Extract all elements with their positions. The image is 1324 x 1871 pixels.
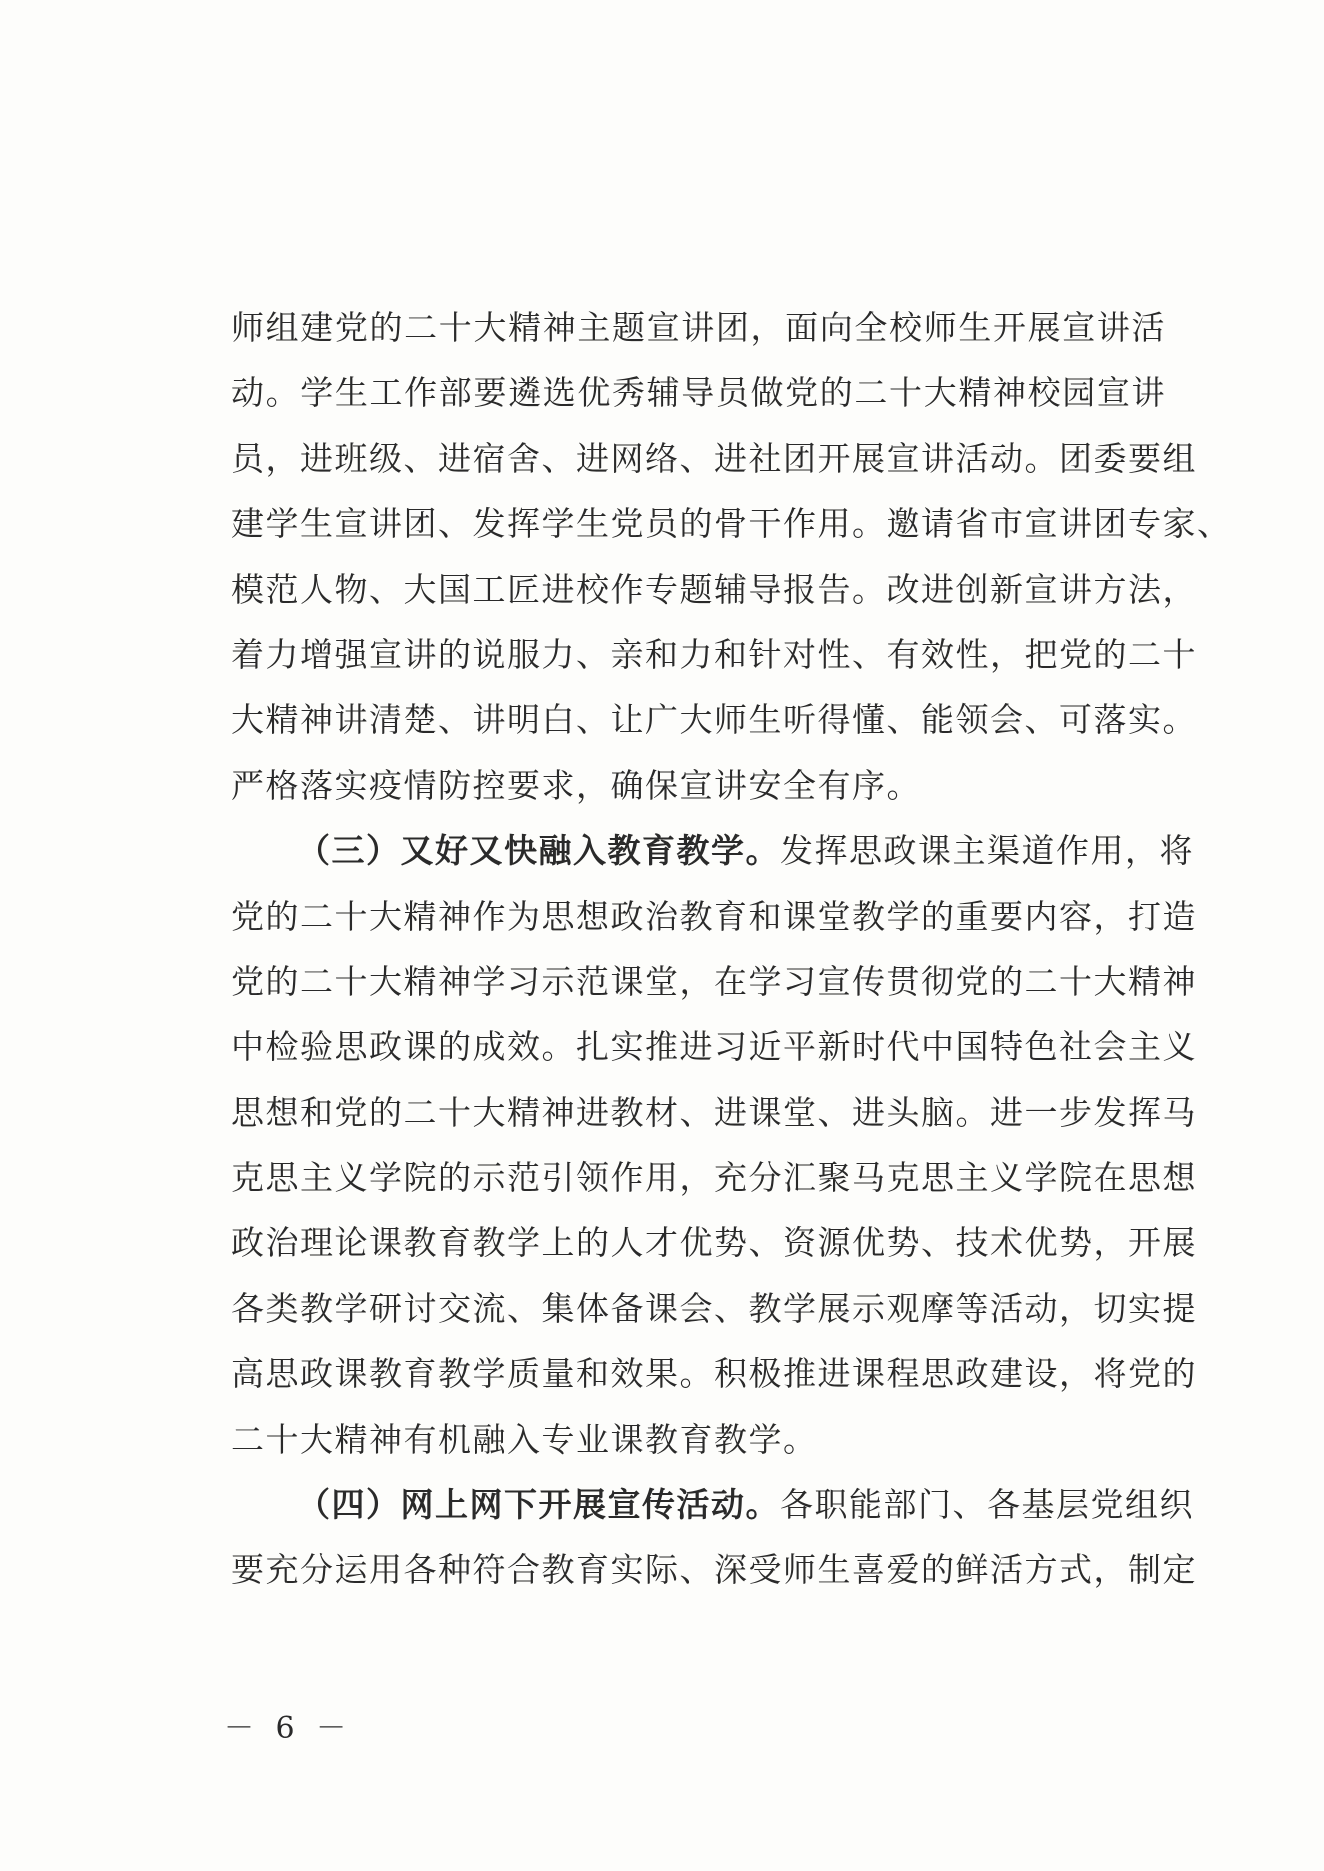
text-line: 党的二十大精神学习示范课堂，在学习宣传贯彻党的二十大精神: [231, 961, 1197, 1001]
section-3-heading: （三）又好又快融入教育教学。: [297, 831, 780, 871]
text-line: 师组建党的二十大精神主题宣讲团，面向全校师生开展宣讲活: [231, 308, 1166, 347]
text-line: 模范人物、大国工匠进校作专题辅导报告。改进创新宣讲方法，: [231, 569, 1197, 609]
text-line: 中检验思政课的成效。扎实推进习近平新时代中国特色社会主义: [231, 1027, 1197, 1067]
text-line: 党的二十大精神作为思想政治教育和课堂教学的重要内容，打造: [231, 896, 1197, 936]
page-number: － 6 －: [224, 1711, 353, 1746]
text-line: 要充分运用各种符合教育实际、深受师生喜爱的鲜活方式，制定: [231, 1550, 1197, 1590]
document-body: [231, 295, 1232, 1603]
text-line: 员，进班级、进宿舍、进网络、进社团开展宣讲活动。团委要组: [231, 438, 1197, 478]
text-line: 克思主义学院的示范引领作用，充分汇聚马克思主义学院在思想: [231, 1158, 1197, 1198]
text-line: 二十大精神有机融入专业课教育教学。: [231, 1419, 818, 1459]
section-4-heading: （四）网上网下开展宣传活动。: [297, 1485, 780, 1525]
text-line: 各类教学研讨交流、集体备课会、教学展示观摩等活动，切实提: [231, 1288, 1197, 1328]
text-line: 严格落实疫情防控要求，确保宣讲安全有序。: [231, 765, 921, 805]
text-line: 高思政课教育教学质量和效果。积极推进课程思政建设，将党的: [231, 1354, 1197, 1394]
section-4-first-text: 各职能部门、各基层党组织: [780, 1485, 1194, 1525]
text-line: 思想和党的二十大精神进教材、进课堂、进头脑。进一步发挥马: [231, 1092, 1197, 1132]
text-line: 政治理论课教育教学上的人才优势、资源优势、技术优势，开展: [231, 1223, 1197, 1263]
section-3-first-line: [231, 818, 1194, 883]
section-3-first-text: 发挥思政课主渠道作用，将: [780, 831, 1194, 871]
text-line: 动。学生工作部要遴选优秀辅导员做党的二十大精神校园宣讲: [231, 373, 1166, 413]
section-4-first-line: [231, 1472, 1194, 1537]
text-line: 建学生宣讲团、发挥学生党员的骨干作用。邀请省市宣讲团专家、: [231, 504, 1232, 544]
text-line: 着力增强宣讲的说服力、亲和力和针对性、有效性，把党的二十: [231, 634, 1197, 674]
text-line: 大精神讲清楚、讲明白、让广大师生听得懂、能领会、可落实。: [231, 700, 1197, 740]
